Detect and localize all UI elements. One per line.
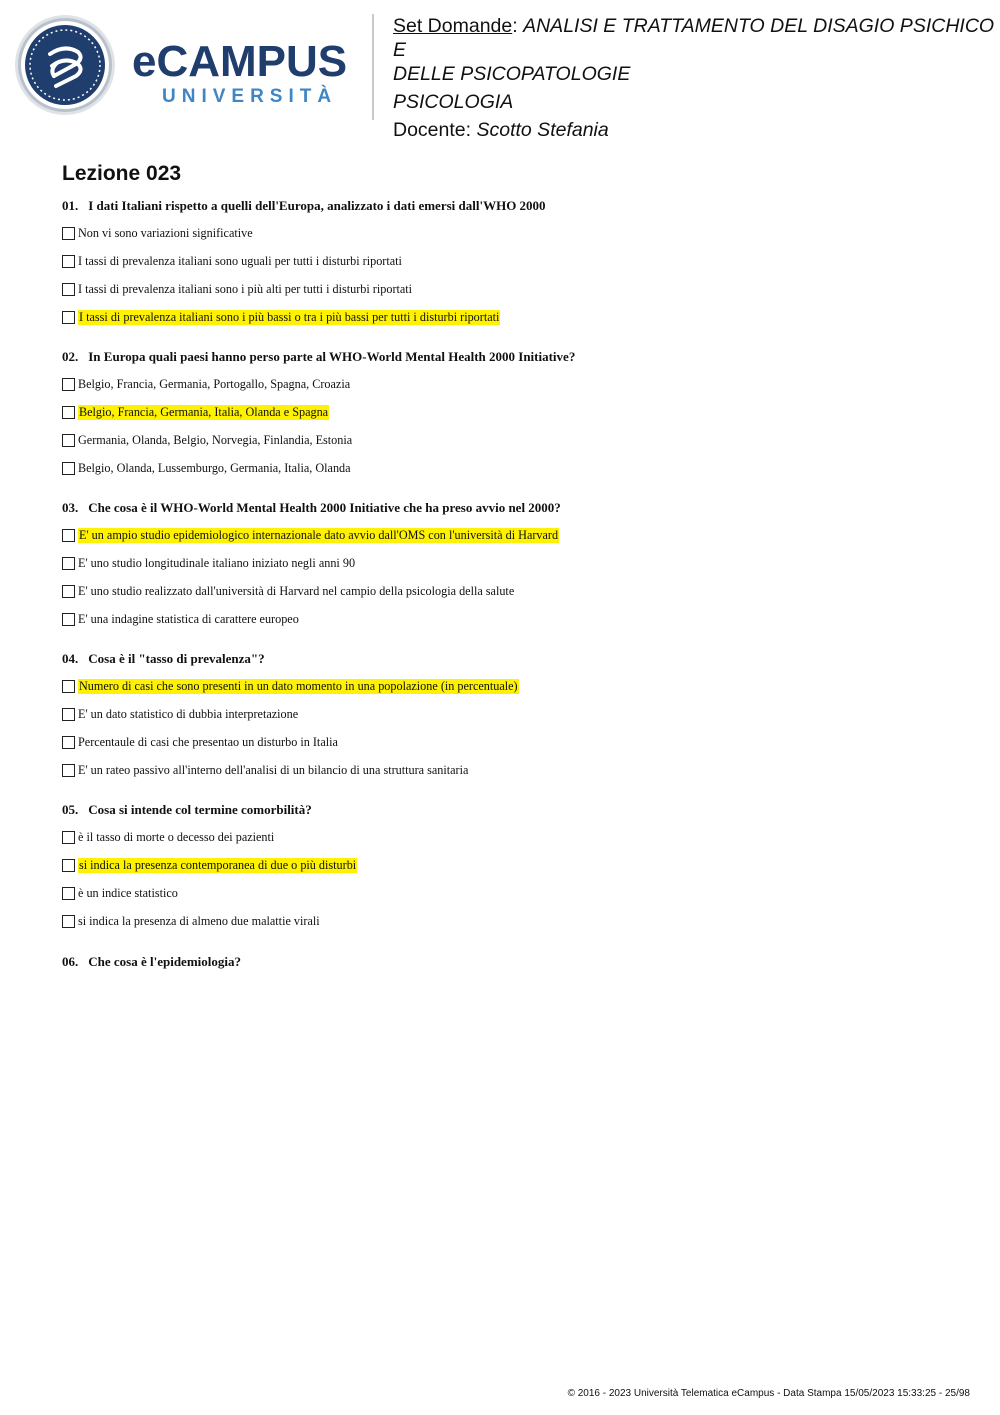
question-number: 02. bbox=[62, 349, 79, 364]
answer-checkbox[interactable] bbox=[62, 680, 75, 693]
answer-checkbox[interactable] bbox=[62, 736, 75, 749]
answer-option[interactable] bbox=[62, 426, 962, 454]
answer-option[interactable] bbox=[62, 275, 962, 303]
answer-checkbox[interactable] bbox=[62, 462, 75, 475]
question-3 bbox=[62, 498, 962, 633]
correct-answer-text: E' un ampio studio epidemiologico internazionale dato avvio dall'OMS con l'università di Harvard bbox=[79, 527, 559, 542]
answer-option[interactable] bbox=[62, 879, 962, 907]
answer-text: Belgio, Francia, Germania, Portogallo, Spagna, Croazia bbox=[78, 376, 351, 391]
answer-text: Non vi sono variazioni significative bbox=[78, 225, 253, 240]
answer-text: Germania, Olanda, Belgio, Norvegia, Finlandia, Estonia bbox=[78, 432, 353, 447]
answer-text: E' un rateo passivo all'interno dell'analisi di un bilancio di una struttura sanitaria bbox=[78, 762, 469, 777]
ecampus-seal-logo bbox=[14, 14, 116, 116]
answer-option[interactable] bbox=[62, 247, 962, 275]
question-title bbox=[62, 800, 962, 820]
answer-option[interactable] bbox=[62, 728, 962, 756]
correct-answer-text: Numero di casi che sono presenti in un dato momento in una popolazione (in percentuale) bbox=[79, 678, 518, 693]
question-2 bbox=[62, 347, 962, 482]
answer-text: E' una indagine statistica di carattere europeo bbox=[78, 611, 299, 626]
question-6 bbox=[62, 952, 962, 972]
correct-answer-text: Belgio, Francia, Germania, Italia, Olanda e Spagna bbox=[79, 404, 329, 419]
question-5 bbox=[62, 800, 962, 935]
question-title bbox=[62, 196, 962, 216]
correct-answer-text: I tassi di prevalenza italiani sono i più bassi o tra i più bassi per tutti i disturbi riportati bbox=[79, 309, 500, 324]
question-text: Che cosa è il WHO-World Mental Health 2000 Initiative che ha preso avvio nel 2000? bbox=[88, 500, 561, 515]
answer-option[interactable] bbox=[62, 370, 962, 398]
answer-checkbox[interactable] bbox=[62, 557, 75, 570]
subject-line bbox=[393, 90, 1000, 114]
question-1 bbox=[62, 196, 962, 331]
teacher-line bbox=[393, 118, 1000, 142]
answer-option[interactable] bbox=[62, 521, 962, 549]
answer-option[interactable] bbox=[62, 700, 962, 728]
question-text: In Europa quali paesi hanno perso parte al WHO-World Mental Health 2000 Initiative? bbox=[88, 349, 576, 364]
question-number: 03. bbox=[62, 500, 79, 515]
answer-text: I tassi di prevalenza italiani sono i più alti per tutti i disturbi riportati bbox=[78, 281, 413, 296]
set-label: Set Domande bbox=[393, 15, 513, 37]
question-number: 05. bbox=[62, 802, 79, 817]
answer-option[interactable] bbox=[62, 577, 962, 605]
answer-option[interactable] bbox=[62, 219, 962, 247]
answer-option[interactable] bbox=[62, 605, 962, 633]
answer-text: I tassi di prevalenza italiani sono uguali per tutti i disturbi riportati bbox=[78, 253, 402, 268]
question-number: 01. bbox=[62, 198, 79, 213]
answer-checkbox[interactable] bbox=[62, 585, 75, 598]
set-title-line1: ANALISI E TRATTAMENTO DEL DISAGIO PSICHICO E bbox=[393, 15, 995, 61]
teacher-name: Scotto Stefania bbox=[476, 119, 609, 141]
answer-option[interactable] bbox=[62, 672, 962, 700]
question-title bbox=[62, 952, 962, 972]
answer-text: Belgio, Olanda, Lussemburgo, Germania, Italia, Olanda bbox=[78, 460, 351, 475]
answer-text: E' uno studio realizzato dall'università di Harvard nel campio della psicologia della salute bbox=[78, 583, 515, 598]
set-title-line2: DELLE PSICOPATOLOGIE bbox=[393, 63, 631, 85]
answer-option[interactable] bbox=[62, 756, 962, 784]
question-text: I dati Italiani rispetto a quelli dell'Europa, analizzato i dati emersi dall'WHO 2000 bbox=[88, 198, 546, 213]
answer-text: Percentaule di casi che presentao un disturbo in Italia bbox=[78, 734, 338, 749]
question-title bbox=[62, 498, 962, 518]
answer-checkbox[interactable] bbox=[62, 434, 75, 447]
question-number: 06. bbox=[62, 954, 79, 969]
answer-option[interactable] bbox=[62, 454, 962, 482]
subject: PSICOLOGIA bbox=[393, 91, 514, 113]
answer-checkbox[interactable] bbox=[62, 283, 75, 296]
question-text: Cosa è il "tasso di prevalenza"? bbox=[88, 651, 265, 666]
answer-checkbox[interactable] bbox=[62, 378, 75, 391]
question-text: Che cosa è l'epidemiologia? bbox=[88, 954, 241, 969]
header-divider bbox=[372, 14, 374, 120]
answer-checkbox[interactable] bbox=[62, 831, 75, 844]
lesson-title: Lezione 023 bbox=[62, 162, 182, 185]
answer-checkbox[interactable] bbox=[62, 708, 75, 721]
answer-text: E' un dato statistico di dubbia interpretazione bbox=[78, 706, 299, 721]
answer-option[interactable] bbox=[62, 823, 962, 851]
set-title-line2-wrap bbox=[393, 62, 1000, 86]
answer-checkbox[interactable] bbox=[62, 406, 75, 419]
page-footer: © 2016 - 2023 Università Telematica eCampus - Data Stampa 15/05/2023 15:33:25 - 25/98 bbox=[567, 1388, 970, 1399]
answer-text: si indica la presenza di almeno due malattie virali bbox=[78, 913, 320, 928]
answer-option[interactable] bbox=[62, 907, 962, 935]
answer-checkbox[interactable] bbox=[62, 859, 75, 872]
brand-subtitle: UNIVERSITÀ bbox=[162, 86, 338, 107]
ecampus-wordmark bbox=[132, 37, 348, 108]
answer-text: è un indice statistico bbox=[78, 885, 178, 900]
answer-checkbox[interactable] bbox=[62, 255, 75, 268]
correct-answer-text: si indica la presenza contemporanea di due o più disturbi bbox=[79, 857, 357, 872]
question-title bbox=[62, 649, 962, 669]
question-text: Cosa si intende col termine comorbilità? bbox=[88, 802, 312, 817]
question-4 bbox=[62, 649, 962, 784]
question-title bbox=[62, 347, 962, 367]
course-info bbox=[393, 14, 1000, 142]
answer-text: E' uno studio longitudinale italiano iniziato negli anni 90 bbox=[78, 555, 356, 570]
answer-text: è il tasso di morte o decesso dei pazienti bbox=[78, 829, 275, 844]
answer-checkbox[interactable] bbox=[62, 227, 75, 240]
answer-checkbox[interactable] bbox=[62, 887, 75, 900]
answer-option[interactable] bbox=[62, 398, 962, 426]
answer-checkbox[interactable] bbox=[62, 915, 75, 928]
answer-checkbox[interactable] bbox=[62, 613, 75, 626]
answer-checkbox[interactable] bbox=[62, 764, 75, 777]
question-number: 04. bbox=[62, 651, 79, 666]
answer-option[interactable] bbox=[62, 549, 962, 577]
teacher-label: Docente: bbox=[393, 119, 472, 141]
answer-checkbox[interactable] bbox=[62, 529, 75, 542]
answer-option[interactable] bbox=[62, 851, 962, 879]
answer-option[interactable] bbox=[62, 303, 962, 331]
brand-name: eCAMPUS bbox=[132, 37, 348, 86]
set-title: Set Domande: ANALISI E TRATTAMENTO DEL DISAGIO PSICHICO E bbox=[393, 15, 995, 61]
answer-checkbox[interactable] bbox=[62, 311, 75, 324]
